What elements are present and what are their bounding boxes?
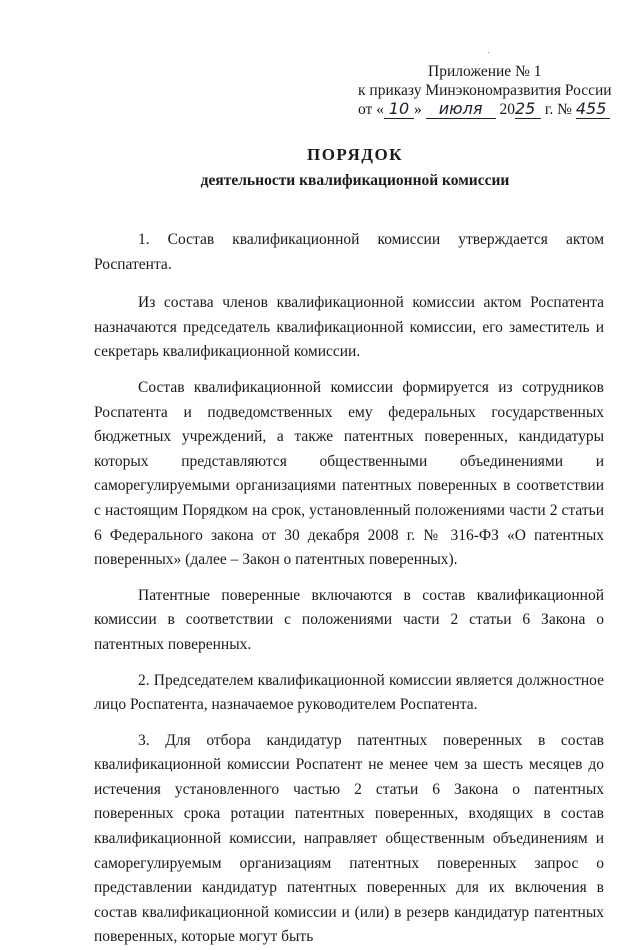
order-number-handwritten: 455 bbox=[575, 99, 607, 118]
scan-speck bbox=[488, 52, 489, 53]
date-month-field bbox=[426, 100, 496, 119]
date-day-handwritten: 10 bbox=[388, 99, 410, 118]
date-year-field bbox=[515, 100, 541, 119]
document-title: ПОРЯДОК bbox=[306, 145, 403, 164]
date-year-prefix: 20 bbox=[499, 101, 515, 118]
paragraph-4: Патентные поверенные включаются в состав квалификационной комиссии в соответствии с положениями части 2 статьи 6 Закона о патентных поверенных. bbox=[94, 586, 604, 653]
order-number-prefix: г. № bbox=[544, 101, 572, 118]
order-number-field bbox=[576, 100, 610, 119]
date-prefix: от « bbox=[358, 101, 384, 118]
document-body bbox=[94, 228, 604, 950]
document-subtitle: деятельности квалификационной комиссии bbox=[200, 172, 510, 189]
paragraph-2: Из состава членов квалификационной комиссии актом Роспатента назначаются председатель квалификационной комиссии, его заместитель и секретарь квалификационной комиссии. bbox=[94, 294, 604, 361]
attachment-number: Приложение № 1 bbox=[428, 63, 542, 80]
attachment-order-reference: к приказу Минэкономразвития России bbox=[358, 82, 612, 99]
date-month-handwritten: июля bbox=[438, 99, 483, 118]
paragraph-5: 2. Председателем квалификационной комиссии является должностное лицо Роспатента, назначаемое руководителем Роспатента. bbox=[94, 671, 604, 714]
paragraph-1: 1. Состав квалификационной комиссии утверждается актом Роспатента. bbox=[94, 231, 604, 273]
date-quote-close: » bbox=[413, 101, 422, 118]
date-year-handwritten: 25 bbox=[514, 99, 536, 118]
date-day-field bbox=[384, 100, 414, 119]
paragraph-3: Состав квалификационной комиссии формируется из сотрудников Роспатента и подведомственных ему федеральных государственных бюджетных учреждений, а также патентных поверенных, кандидатуры которых представляются общественными объединениями и саморегулируемыми организациями патентных поверенных в соответствии с настоящим Порядком на срок, установленный положениями части 2 статьи 6 Федерального закона от 30 декабря 2008 г. № 316-ФЗ «О патентных поверенных» (далее – Закон о патентных поверенных). bbox=[94, 378, 604, 569]
paragraph-6: 3. Для отбора кандидатур патентных поверенных в состав квалификационной комиссии Роспатент не менее чем за шесть месяцев до истечения установленного частью 2 статьи 6 Закона о патентных поверенных срока ротации патентных поверенных, входящих в состав квалификационной комиссии, направляет общественным объединениям и саморегулируемым организациям патентных поверенных запрос о представлении кандидатур патентных поверенных для их включения в состав квалификационной комиссии и (или) в резерв кандидатур патентных поверенных, которые могут быть bbox=[94, 731, 604, 946]
attachment-date-line bbox=[300, 100, 610, 119]
attachment-block bbox=[300, 62, 610, 119]
